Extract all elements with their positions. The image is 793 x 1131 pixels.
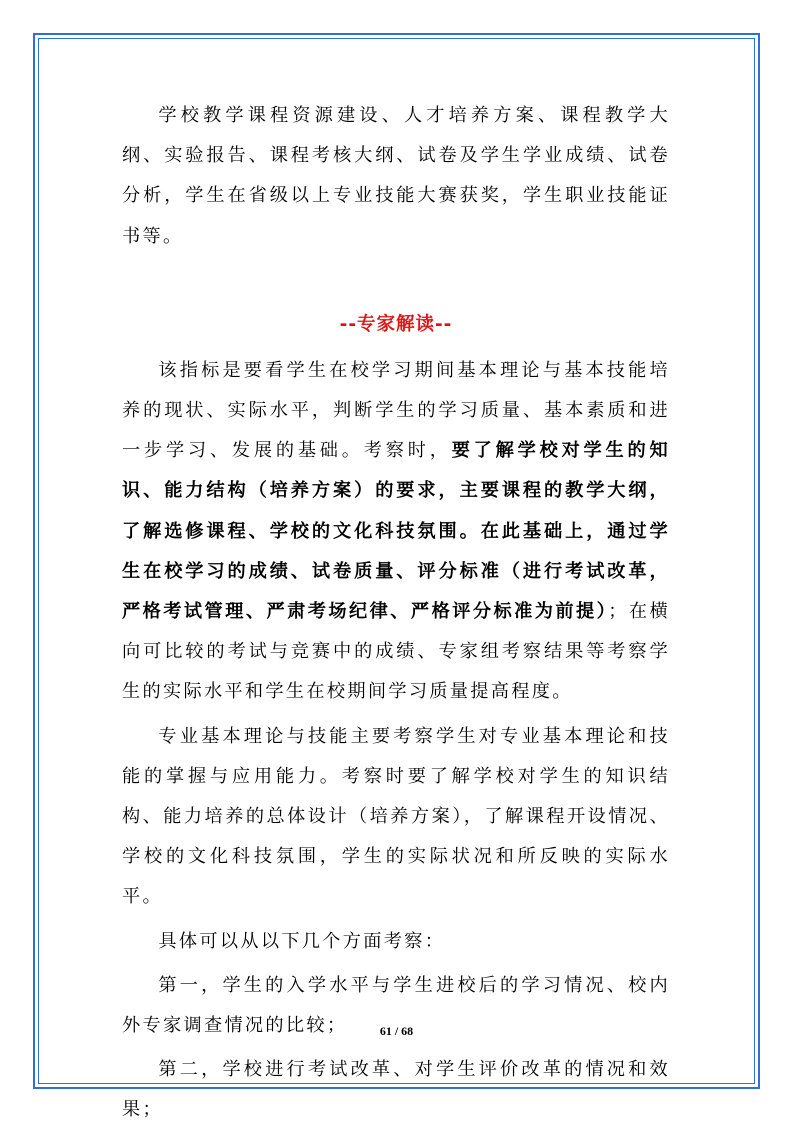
paragraph-theory-skills: 专业基本理论与技能主要考察学生对专业基本理论和技能的掌握与应用能力。考察时要了解学校对学生的知识结构、能力培养的总体设计（培养方案），了解课程开设情况、学校的文化科技氛围，学生的实际状况和所反映的实际水平。 bbox=[122, 725, 670, 908]
paragraph-indicator-text-b: ；在横向可比较的考试与竞赛中的成绩、专家组考察结果等考察学生的实际水平和学生在校期间学习质量提高程度。 bbox=[122, 601, 670, 703]
page-number: 61 / 68 bbox=[379, 1024, 414, 1038]
section-heading-expert-interpretation: --专家解读-- bbox=[339, 313, 453, 335]
paragraph-indicator-text-a: 该指标是要看学生在校学习期间基本理论与基本技能培养的现状、实际水平，判断学生的学习质量、基本素质和进一步学习、发展的基础。考察时， bbox=[122, 359, 670, 462]
paragraph-aspect-first: 第一，学生的入学水平与学生进校后的学习情况、校内外专家调查情况的比较； bbox=[122, 974, 670, 1037]
paragraph-indicator-explanation bbox=[122, 351, 670, 713]
paragraph-aspects-intro: 具体可以从以下几个方面考察： bbox=[158, 930, 446, 952]
paragraph-aspect-second: 第二，学校进行考试改革、对学生评价改革的情况和效果； bbox=[122, 1059, 670, 1121]
paragraph-materials: 学校教学课程资源建设、人才培养方案、课程教学大纲、实验报告、课程考核大纲、试卷及学生学业成绩、试卷分析，学生在省级以上专业技能大赛获奖，学生职业技能证书等。 bbox=[122, 105, 670, 247]
document-body bbox=[122, 96, 670, 1131]
paragraph-indicator-text-bold: 要了解学校对学生的知识、能力结构（培养方案）的要求，主要课程的教学大纲，了解选修课程、学校的文化科技氛围。在此基础上，通过学生在校学习的成绩、试卷质量、评分标准（进行考试改革，严格考试管理、严肃考场纪律、严格评分标准为前提） bbox=[122, 440, 670, 623]
